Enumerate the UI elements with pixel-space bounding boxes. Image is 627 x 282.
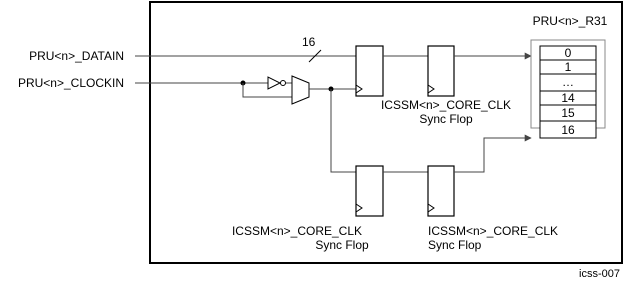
bottom-sync-flop-stage2 [428, 166, 454, 216]
clock-select-mux [292, 76, 309, 104]
datain-label: PRU<n>_DATAIN [29, 49, 124, 63]
top-flop-label-line1: ICSSM<n>_CORE_CLK [380, 98, 512, 112]
register-bit-label: 14 [561, 91, 575, 105]
register-bits [540, 46, 596, 138]
bottom-sync-flop-stage1 [356, 166, 383, 216]
register-bit-label: 0 [564, 46, 572, 60]
figure-id: icss-007 [579, 268, 620, 280]
register-bit-label: 15 [561, 106, 575, 120]
top-sync-flop-stage2 [428, 46, 454, 96]
register-bit-label: 1 [564, 60, 572, 74]
register-title: PRU<n>_R31 [532, 14, 608, 28]
clockin-label: PRU<n>_CLOCKIN [17, 76, 124, 90]
clock-branch-wire [331, 89, 356, 172]
bus-width-label: 16 [302, 35, 316, 49]
register-bit-label: … [562, 75, 574, 89]
bottom-flop2-to-bit16-wire [454, 138, 531, 172]
register-bit-label: 16 [561, 123, 575, 137]
bottom-left-flop-label-line2: Sync Flop [315, 238, 369, 252]
inverter-bubble [281, 81, 286, 86]
bottom-left-flop-label-line1: ICSSM<n>_CORE_CLK [231, 224, 363, 238]
bottom-right-flop-label-line1: ICSSM<n>_CORE_CLK [428, 224, 559, 238]
top-sync-flop-stage1 [356, 46, 383, 96]
bottom-right-flop-label-line2: Sync Flop [428, 238, 482, 252]
inverter-gate [268, 77, 280, 89]
top-flop-label-line2: Sync Flop [419, 112, 473, 126]
